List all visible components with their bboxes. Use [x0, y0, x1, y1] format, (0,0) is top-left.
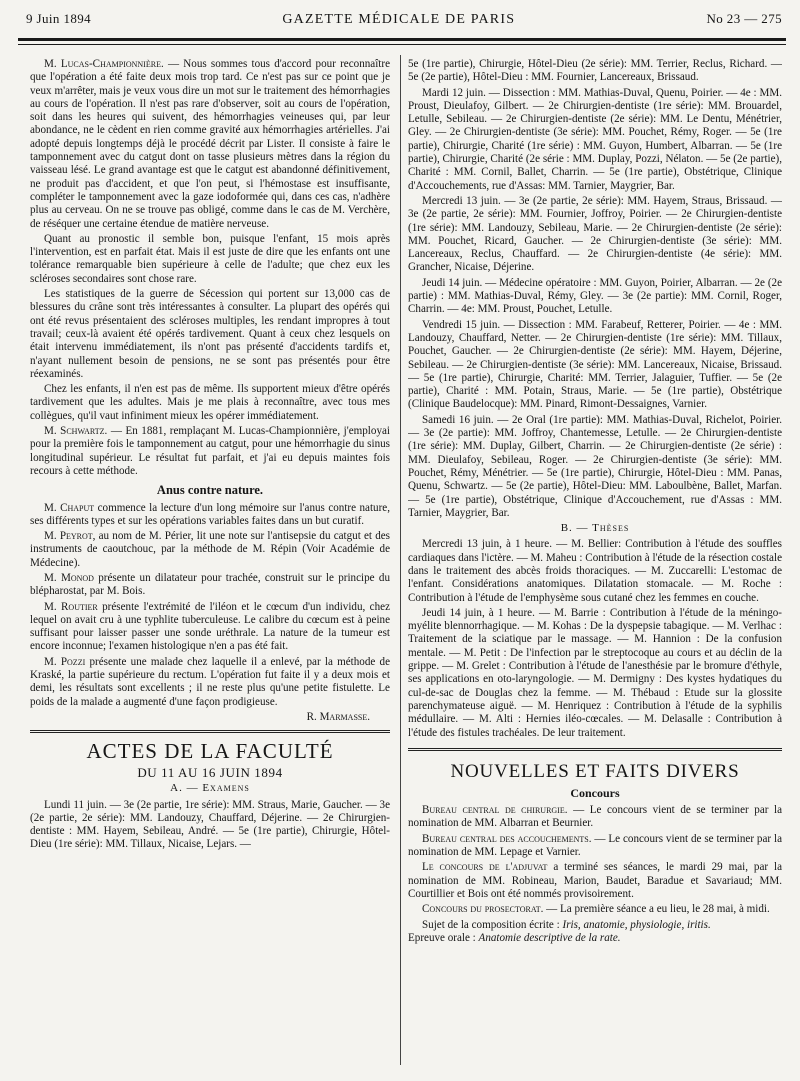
paragraph: Mardi 12 juin. — Dissection : MM. Mathias-Duval, Quenu, Poirier. — 4e : MM. Proust, Dieulafoy, Gilbert. — 2e Chirurgien-dentiste (1re série): MM. Brouardel, Letulle, Sebileau. — 2e Chirurgien-dentiste (2e série): MM. Le Dentu, Ménétrier, Gley. — 2e Chirurgien-dentiste (3e série): MM. Pouchet, Rémy, Roger. — 5e (1re partie), Chirurgie, Charité (1re série) : MM. Guyon, Humbert, Albarran. — 5e (1re partie), Chirurgie, Charité (2e série : MM. Duplay, Pozzi, Nélaton. — 5e (2e partie), Charité : MM. Cornil, Ballet, Charrin. — 5e (1re partie), Obstétrique, Clinique d'Accouchements, rue d'Assas: MM. Tarnier, Maygrier, Bar. — [408, 86, 782, 192]
paragraph — [30, 58, 390, 231]
paragraph: Samedi 16 juin. — 2e Oral (1re partie): MM. Mathias-Duval, Richelot, Poirier. — 3e (2e partie): MM. Joffroy, Chantemesse, Letulle. — 2e Chirurgien-dentiste (1re série): MM. Duplay, Gilbert, Charrin. — 2e Chirurgien-dentiste (2e série) : MM. Dieulafoy, Sebileau, Roger. — 2e Chirurgien-dentiste (3e série): MM. Pouchet, Rémy, Ménétrier. — 5e (1re partie), Chirurgie, Hôtel-Dieu : MM. Panas, Quenu, Schwartz. — 5e (2e partie), Hôtel-Dieu: MM. Laboulbène, Ballet, Marfan. — 5e (1re partie), Obstétrique, Clinique d'Accouchement, rue d'Assas : MM. Tarnier, Maygrier, Bar. — [408, 413, 782, 519]
actes-title: ACTES DE LA FACULTÉ — [86, 739, 334, 764]
speaker-name: M. Lucas-Championnière. — [44, 58, 164, 70]
right-column — [408, 58, 782, 1063]
paragraph: Chez les enfants, il n'en est pas de même. Ils supportent mieux d'être opérés tardivement que les adultes. Mais je me plais à reconnaître, avec tous mes collègues, qu'il vaut infiniment mieux les opérer immédiatement. — [30, 383, 390, 422]
item-lead: Bureau central des accouchements. — [422, 832, 592, 845]
paragraph — [408, 833, 782, 860]
paragraph: Jeudi 14 juin, à 1 heure. — M. Barrie : Contribution à l'étude de la méningo-myélite blennorrhagique. — M. Kohas : De la dyspepsie tabagique. — M. Verlhac : Traitement de la sciatique par le massage. — M. Hannion : De la confusion mentale. — M. Petit : De l'infection par le streptocoque au cours et au déclin de la grippe. — M. Grelet : Contribution à l'étude de l'anesthésie par le bromure d'éthyle, ses applications en oto-laryngologie. — M. Dermigny : Des kystes hydatiques du cul-de-sac de Douglas chez la femme. — M. Thébaud : Etude sur la glossite parenchymateuse aiguë. — M. Henriquez : Contribution à l'étude de la syphilis médullaire. — M. Alti : Hernies iléo-cœcales. — M. Delasalle : Contribution à l'étude des fistules trachéales. De leur traitement. — [408, 606, 782, 739]
paragraph — [30, 530, 390, 570]
item-lead: Bureau central de chirurgie. — [422, 804, 568, 817]
left-column — [30, 58, 390, 1068]
paragraph-text: — Le concours vient de se terminer par la nomination de MM. Lepage et Varnier. — [408, 832, 782, 859]
paragraph-text: — En 1881, remplaçant M. Lucas-Championnière, j'employai pour la première fois le tamponnement au catgut, pour une hémorrhagie du sinus longitudinal supérieur. Le résultat fut parfait, et j'ai eu depuis maintes fois recours à cette méthode. — [30, 425, 390, 477]
paragraph-text: a terminé ses séances, le mardi 29 mai, par la nomination de MM. Robineau, Marion, Baudet, Baradue et Savariaud; MM. Courtillier et Bois ont été nommés provisoirement. — [408, 861, 782, 900]
paragraph-text: commence la lecture d'un long mémoire sur l'anus contre nature, ses différents types et sur les opérations variables faites dans un but curatif. — [30, 501, 390, 527]
paragraph — [408, 804, 782, 831]
header-rule-thick — [18, 38, 786, 41]
item-lead: Le concours de l'adjuvat — [422, 861, 548, 874]
section-rule — [408, 748, 782, 751]
paragraph-text: — Le concours vient de se terminer par la nomination de MM. Albarran et Beurnier. — [408, 804, 782, 830]
speaker-name: M. Monod — [44, 571, 94, 584]
news-title: NOUVELLES ET FAITS DIVERS — [450, 760, 740, 782]
paragraph-text: — Nous sommes tous d'accord pour reconnaître que l'opération a été faite deux mois trop tard. Ce n'est pas sur ce point que je veux m'arrêter, mais je veux vous dire un mot sur le traitement des hémorrhagies au cours de l'opération. Il n'est pas rare d'observer, soit au cours de l'opération, soit dans les heures qui suivent, des hémorrhagies veineuses qui, par leur abondance, ne le cèdent en rien comme gravité aux hémorrhagies artérielles. J'ai adopté depuis longtemps déjà le procédé décrit par Lister. Il consiste à faire le tamponnement avec du catgut dont on tasse plusieurs mètres dans la région du vaisseau lésé. Le grand avantage est que le catgut est abandonné définitivement, ne produit pas d'accident, et que l'on peut, si l'hémostase est insuffisante, compléter le tamponnement avec la gaze iodoformée qui, dans ces cas, n'adhère plus au cerveau. On ne se trouve pas obligé, comme dans le cas de M. Verchère, de réséquer une certaine étendue de matière nerveuse. — [30, 58, 390, 230]
paragraph: Les statistiques de la guerre de Sécession qui portent sur 13,000 cas de blessures du crâne sont très intéressantes à consulter. La plupart des opérés qui ont été revus présentaient des scléroses multiples, les rendant impropres à tout travail; ceux-là avaient été opérés tardivement. Quant à ceux chez lesquels on était intervenu immédiatement, ils n'ont pas présenté d'accidents tardifs et, n'ayant nullement besoin de pensions, ne se sont pas présentés pour être réexaminés. — [30, 288, 390, 380]
news-subheading: Concours — [570, 785, 620, 800]
header-page-number: No 23 — 275 — [706, 11, 782, 26]
paragraph-text: Sujet de la composition écrite : — [422, 918, 563, 931]
paragraph — [408, 919, 782, 946]
paragraph: Lundi 11 juin. — 3e (2e partie, 1re série): MM. Straus, Marie, Gaucher. — 3e (2e partie, 2e série): MM. Landouzy, Chauffard, Déjerine. — 2e Chirurgien-dentiste : MM. Hayem, Sebileau, André. — 5e (1re partie), Chirurgie, Hôtel-Dieu (1re série): MM. Tillaux, Nicaise, Lejars. — — [30, 798, 390, 851]
paragraph-text: au nom de M. Périer, lit une note sur l'antisepsie du catgut et des instruments de caoutchouc, par la méthode de M. Répin (Voir Académie de Médecine). — [30, 530, 390, 569]
paragraph — [30, 425, 390, 478]
paragraph: Vendredi 15 juin. — Dissection : MM. Farabeuf, Retterer, Poirier. — 4e : MM. Landouzy, Chauffard, Netter. — 2e Chirurgien-dentiste (1re série): MM. Tillaux, Pouchet, Gaucher. — 2e Chirurgien-dentiste (2e série): MM. Hayem, Déjerine, Sebileau. — 2e Chirurgien-dentiste (3e série): MM. Lancereaux, Nicaise, Brissaud. — 5e (1re partie), Chirurgie, Charité: MM. Terrier, Jalaguier, Tuffier. — 5e (2e partie), Charité : MM. Potain, Straus, Marie. — 5e (1re partie), Obstétrique (Clinique Baudelocque): MM. Pinard, Rimont-Dessaignes, Varnier. — [408, 318, 782, 411]
paragraph: 5e (1re partie), Chirurgie, Hôtel-Dieu (2e série): MM. Terrier, Reclus, Richard. — 5e (2e partie), Hôtel-Dieu : MM. Fournier, Lancereaux, Brissaud. — [408, 58, 782, 84]
speaker-name: M. Chaput — [44, 501, 95, 514]
paragraph — [408, 903, 782, 916]
speaker-name: M. Peyrot, — [44, 530, 96, 543]
paragraph-text: — La première séance a eu lieu, le 28 mai, à midi. — [543, 903, 770, 916]
item-lead: Concours du prosectorat. — [422, 903, 544, 916]
paragraph-text: Epreuve orale : — [408, 931, 479, 944]
paragraph — [408, 861, 782, 901]
running-head — [26, 12, 782, 30]
section-rule — [30, 730, 390, 733]
author-signature: R. Marmasse. — [306, 710, 370, 723]
paragraph — [30, 572, 390, 599]
speaker-name: M. Routier — [44, 600, 98, 613]
header-date: 9 Juin 1894 — [26, 11, 92, 26]
paragraph — [30, 601, 390, 654]
paragraph: Jeudi 14 juin. — Médecine opératoire : MM. Guyon, Poirier, Albarran. — 2e (2e partie) : MM. Mathias-Duval, Rémy, Gley. — 3e (2e partie): MM. Cornil, Roger, Charrin. — 4e: MM. Proust, Pouchet, Letulle. — [408, 276, 782, 316]
paragraph — [30, 502, 390, 529]
theses-heading: B. — Thèses — [560, 522, 630, 535]
speaker-name: M. Schwartz. — [44, 425, 108, 438]
paragraph-text: présente une malade chez laquelle il a enlevé, par la méthode de Kraské, la partie supérieure du rectum. L'opération fut faite il y a deux mois et demi, les résultats sont excellents ; il ne reste plus qu'une petite fistulette. Le poids de la malade a augmenté d'une façon prodigieuse. — [30, 655, 390, 708]
italic-text: Iris, anatomie, physiologie, iritis. — [562, 918, 711, 931]
paragraph: Mercredi 13 juin. — 3e (2e partie, 2e série): MM. Hayem, Straus, Brissaud. — 3e (2e partie, 2e série): MM. Fournier, Joffroy, Poirier. — 2e Chirurgien-dentiste (1re série): MM. Landouzy, Sebileau, Marie. — 2e Chirurgien-dentiste (2e série): MM. Pouchet, Ricard, Gaucher. — 2e Chirurgien-dentiste (3e série): MM. Lancereaux, Reclus, Chauffard. — 2e Chirurgien-dentiste (4e série): MM. Grancher, Nicaise, Déjerine. — [408, 194, 782, 274]
header-rule-thin — [18, 44, 786, 45]
paragraph-text: présente l'extrémité de l'iléon et le cœcum d'un individu, chez lequel on avait cru à une typhlite tuberculeuse. Le calibre du cœcum est à peine suffisant pour laisser passer une sonde uréthrale. La nature de la tumeur est encore inconnue; l'examen histologique n'en a pas été fait. — [30, 600, 390, 653]
journal-title: GAZETTE MÉDICALE DE PARIS — [282, 12, 516, 27]
speaker-name: M. Pozzi — [44, 655, 86, 668]
section-heading: Anus contre nature. — [156, 483, 264, 498]
paragraph-text: présente un dilatateur pour trachée, construit sur le principe du blépharostat, par M. Bois. — [30, 571, 390, 598]
actes-dates: DU 11 AU 16 JUIN 1894 — [137, 765, 283, 781]
paragraph — [30, 656, 390, 709]
paragraph: Mercredi 13 juin, à 1 heure. — M. Bellier: Contribution à l'étude des souffles cardiaques dans l'ictère. — M. Maheu : Contribution à l'étude de la résection costale dans le traitement des abcès froids thoraciques. — M. Zuccarelli: L'estomac de l'enfant. Considérations anatomiques. Dilatation stomacale. — M. Roche : Contribution à l'étude de l'emphysème sous cutané chez les femmes en couche. — [408, 538, 782, 604]
column-divider — [400, 55, 401, 1065]
paragraph: Quant au pronostic il semble bon, puisque l'enfant, 15 mois après l'intervention, est en parfait état. Mais il est juste de dire que les enfants ont une tolérance remarquable bien supérieure à celle de l'adulte; que chez eux les scléroses secondaires sont chose rare. — [30, 232, 390, 285]
actes-section-heading: A. — Examens — [170, 782, 250, 795]
italic-text: Anatomie descriptive de la rate. — [478, 931, 621, 944]
